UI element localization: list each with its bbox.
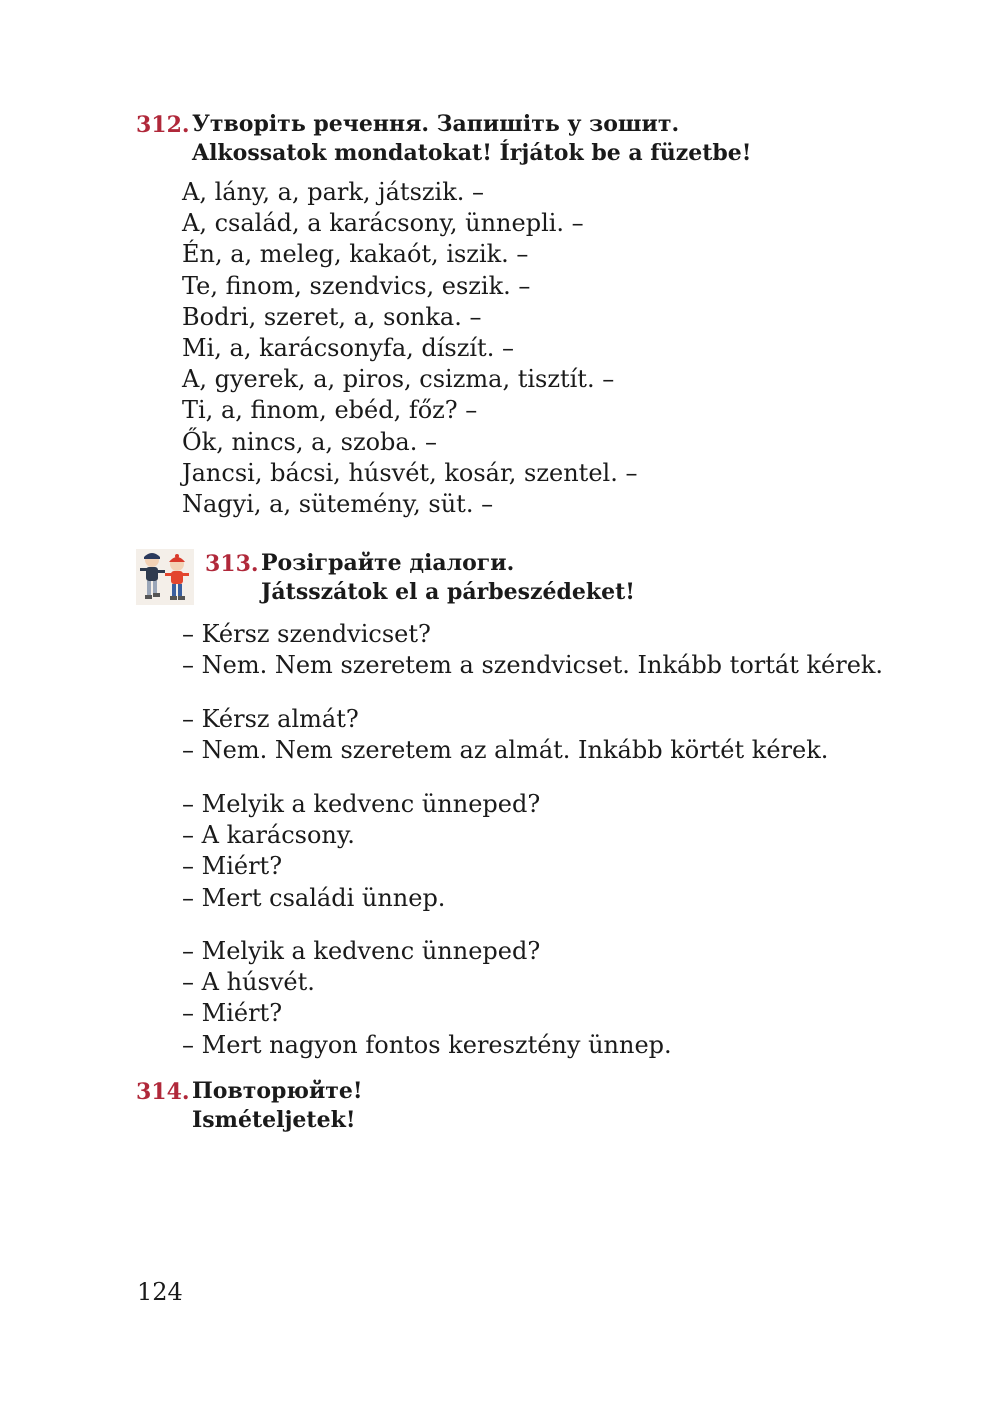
- dialog-line: – A karácsony.: [182, 821, 355, 850]
- task-title-hungarian: Alkossatok mondatokat! Írjátok be a füzetbe!: [192, 140, 752, 166]
- dialog-line: – A húsvét.: [182, 968, 315, 997]
- list-item: Te, finom, szendvics, eszik. –: [182, 271, 531, 300]
- dialog-line: – Mert családi ünnep.: [182, 883, 446, 912]
- list-item: A, család, a karácsony, ünnepli. –: [182, 209, 584, 238]
- task-title: [261, 549, 635, 607]
- dialog-2: [182, 704, 828, 766]
- task-number: 314.: [136, 1079, 190, 1105]
- kids-playing-icon: [136, 549, 194, 609]
- list-item: Ők, nincs, a, szoba. –: [182, 427, 437, 456]
- task-title-hungarian: Ismételjetek!: [192, 1107, 356, 1133]
- task-title-ukrainian: Розіграйте діалоги.: [261, 550, 515, 576]
- dialog-1: [182, 619, 883, 681]
- dialog-line: – Mert nagyon fontos keresztény ünnep.: [182, 1030, 672, 1059]
- list-item: A, gyerek, a, piros, csizma, tisztít. –: [182, 365, 615, 394]
- list-item: Én, a, meleg, kakaót, iszik. –: [182, 240, 529, 269]
- list-item: A, lány, a, park, játszik. –: [182, 178, 485, 206]
- task-title-ukrainian: Утворіть речення. Запишіть у зошит.: [192, 111, 680, 137]
- list-item: Nagyi, a, sütemény, süt. –: [182, 490, 494, 519]
- task-number: 313.: [205, 551, 259, 577]
- sentence-list: [182, 177, 637, 520]
- dialog-3: [182, 789, 540, 914]
- task-title-hungarian: Játsszátok el a párbeszédeket!: [261, 579, 635, 605]
- task-title-ukrainian: Повторюйте!: [192, 1078, 363, 1104]
- dialog-line: – Miért?: [182, 999, 283, 1028]
- dialog-line: – Nem. Nem szeretem a szendvicset. Inkább tortát kérek.: [182, 651, 884, 680]
- task-title: [192, 110, 751, 168]
- list-item: Jancsi, bácsi, húsvét, kosár, szentel. –: [182, 458, 638, 487]
- task-number: 312.: [136, 112, 190, 138]
- list-item: Ti, a, finom, ebéd, főz? –: [182, 396, 478, 425]
- dialog-line: – Miért?: [182, 852, 283, 881]
- list-item: Bodri, szeret, a, sonka. –: [182, 302, 482, 331]
- page-number: 124: [137, 1278, 183, 1306]
- dialog-4: [182, 936, 672, 1061]
- dialog-line: – Melyik a kedvenc ünneped?: [182, 937, 541, 965]
- dialog-line: – Nem. Nem szeretem az almát. Inkább körtét kérek.: [182, 736, 829, 765]
- dialog-line: – Melyik a kedvenc ünneped?: [182, 790, 541, 818]
- task-title: [192, 1077, 363, 1135]
- dialog-line: – Kérsz szendvicset?: [182, 620, 431, 648]
- dialog-line: – Kérsz almát?: [182, 705, 359, 733]
- list-item: Mi, a, karácsonyfa, díszít. –: [182, 334, 514, 363]
